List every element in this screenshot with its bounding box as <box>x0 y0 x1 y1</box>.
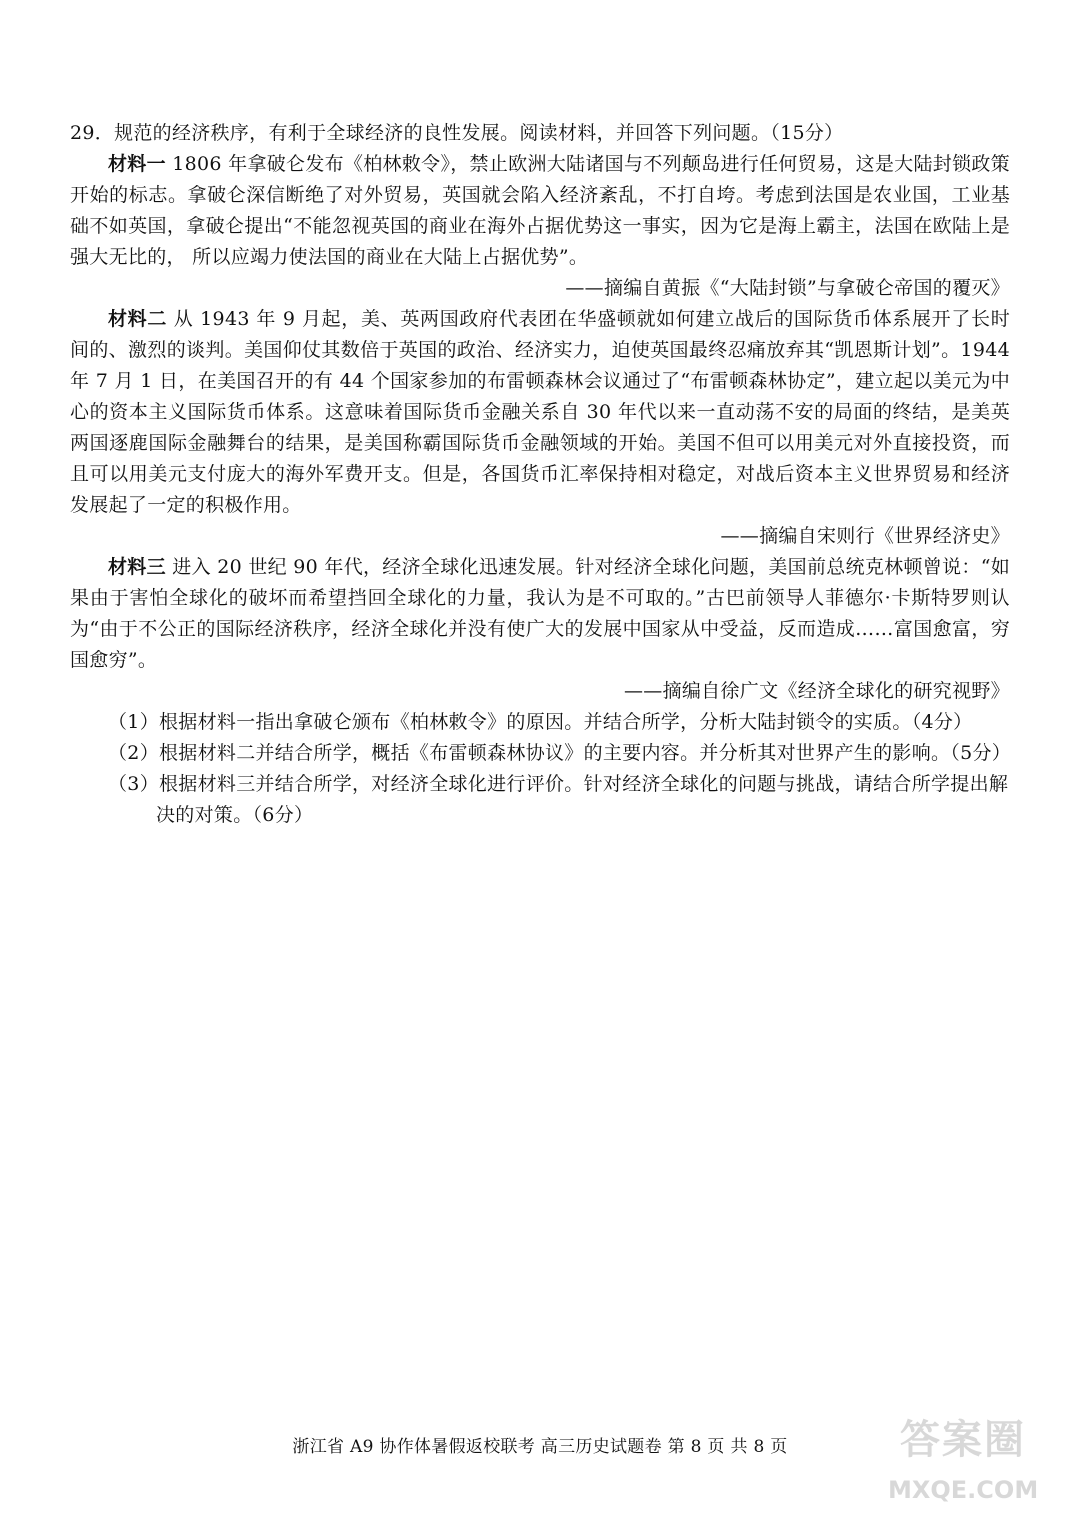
material-label: 材料三 <box>108 556 166 578</box>
watermark-url: MXQE.COM <box>888 1476 1039 1504</box>
material-3 <box>70 552 1010 676</box>
material-label: 材料一 <box>108 153 166 175</box>
question-title: 29．规范的经济秩序，有利于全球经济的良性发展。阅读材料，并回答下列问题。（15分） <box>70 122 844 144</box>
watermark <box>888 1408 1048 1518</box>
material-text: 1806 年拿破仑发布《柏林敕令》，禁止欧洲大陆诸国与不列颠岛进行任何贸易，这是大陆封锁政策开始的标志。拿破仑深信断绝了对外贸易，英国就会陷入经济紊乱，不打自垮。考虑到法国是农业国，工业基础不如英国，拿破仑提出“不能忽视英国的商业在海外占据优势这一事实，因为它是海上霸主，法国在欧陆上是强大无比的， 所以应竭力使法国的商业在大陆上占据优势”。 <box>70 153 1010 268</box>
material-source: ——摘编自黄振《“大陆封锁”与拿破仑帝国的覆灭》 <box>565 277 1010 299</box>
watermark-logo: 答案圈 <box>900 1417 1026 1463</box>
exam-content <box>70 118 1010 831</box>
material-2 <box>70 304 1010 521</box>
page-footer: 浙江省 A9 协作体暑假返校联考 高三历史试题卷 第 8 页 共 8 页 <box>292 1437 788 1457</box>
material-1 <box>70 149 1010 273</box>
material-label: 材料二 <box>108 308 168 330</box>
subquestion-3: （3）根据材料三并结合所学，对经济全球化进行评价。针对经济全球化的问题与挑战，请结合所学提出解决的对策。（6分） <box>108 773 1009 826</box>
subquestion-1: （1）根据材料一指出拿破仑颁布《柏林敕令》的原因。并结合所学，分析大陆封锁令的实质。（4分） <box>108 711 973 733</box>
material-source: ——摘编自徐广文《经济全球化的研究视野》 <box>623 680 1010 702</box>
material-source: ——摘编自宋则行《世界经济史》 <box>720 525 1010 547</box>
material-text: 从 1943 年 9 月起，美、英两国政府代表团在华盛顿就如何建立战后的国际货币体系展开了长时间的、激烈的谈判。美国仰仗其数倍于英国的政治、经济实力，迫使英国最终忍痛放弃其“凯恩斯计划”。1944 年 7 月 1 日，在美国召开的有 44 个国家参加的布雷顿森林会议通过了“布雷顿森林协定”，建立起以美元为中心的资本主义国际货币体系。这意味着国际货币金融关系自 30 年代以来一直动荡不安的局面的终结，是美英两国逐鹿国际金融舞台的结果，是美国称霸国际货币金融领域的开始。美国不但可以用美元对外直接投资，而且可以用美元支付庞大的海外军费开支。但是，各国货币汇率保持相对稳定，对战后资本主义世界贸易和经济发展起了一定的积极作用。 <box>70 308 1010 516</box>
material-text: 进入 20 世纪 90 年代，经济全球化迅速发展。针对经济全球化问题，美国前总统克林顿曾说：“如果由于害怕全球化的破坏而希望挡回全球化的力量，我认为是不可取的。”古巴前领导人菲德尔·卡斯特罗则认为“由于不公正的国际经济秩序，经济全球化并没有使广大的发展中国家从中受益，反而造成……富国愈富，穷国愈穷”。 <box>70 556 1011 671</box>
subquestion-2: （2）根据材料二并结合所学，概括《布雷顿森林协议》的主要内容。并分析其对世界产生的影响。（5分） <box>108 742 1012 764</box>
